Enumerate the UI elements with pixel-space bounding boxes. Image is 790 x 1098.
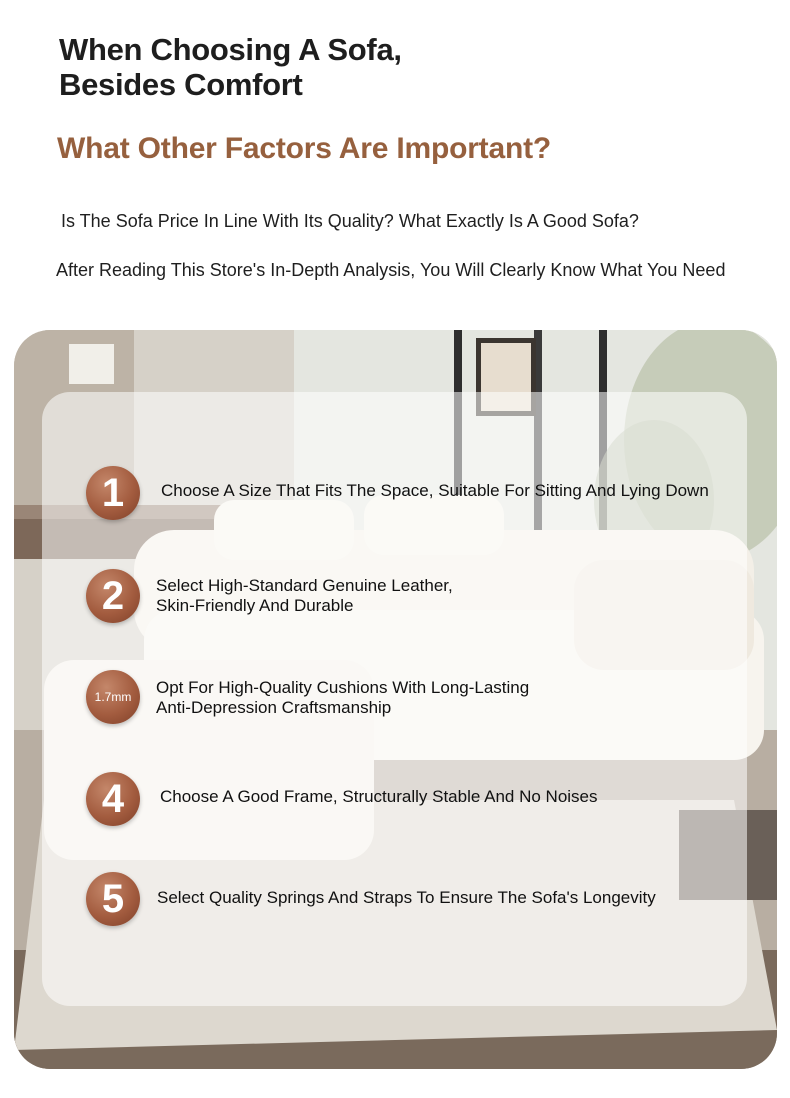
factor-item-3 [156,678,529,718]
factor-3-line-1: Opt For High-Quality Cushions With Long-Lasting [156,678,530,697]
factor-1-line-1: Choose A Size That Fits The Space, Suitable For Sitting And Lying Down [161,481,709,500]
factor-item-5 [157,888,656,908]
intro-statement: After Reading This Store's In-Depth Analysis, You Will Clearly Know What You Need [56,260,726,280]
factor-4-line-1: Choose A Good Frame, Structurally Stable And No Noises [160,787,598,806]
factor-item-1 [161,481,709,501]
number-badge-2: 2 [86,569,140,623]
factor-item-4 [160,787,598,807]
number-badge-1: 1 [86,466,140,520]
number-badge-4: 4 [86,772,140,826]
page-title [59,32,402,102]
page-subtitle: What Other Factors Are Important? [57,132,551,165]
number-badge-3: 1.7mm [86,670,140,724]
title-line-1: When Choosing A Sofa, [59,32,402,67]
factor-2-line-1: Select High-Standard Genuine Leather, [156,576,453,595]
factor-5-line-1: Select Quality Springs And Straps To Ensure The Sofa's Longevity [157,888,656,907]
intro-question: Is The Sofa Price In Line With Its Quality? What Exactly Is A Good Sofa? [61,211,639,231]
title-line-2: Besides Comfort [59,67,303,102]
factor-3-line-2: Anti-Depression Craftsmanship [156,698,392,717]
number-badge-5: 5 [86,872,140,926]
factor-item-2 [156,576,453,616]
factor-2-line-2: Skin-Friendly And Durable [156,596,354,615]
